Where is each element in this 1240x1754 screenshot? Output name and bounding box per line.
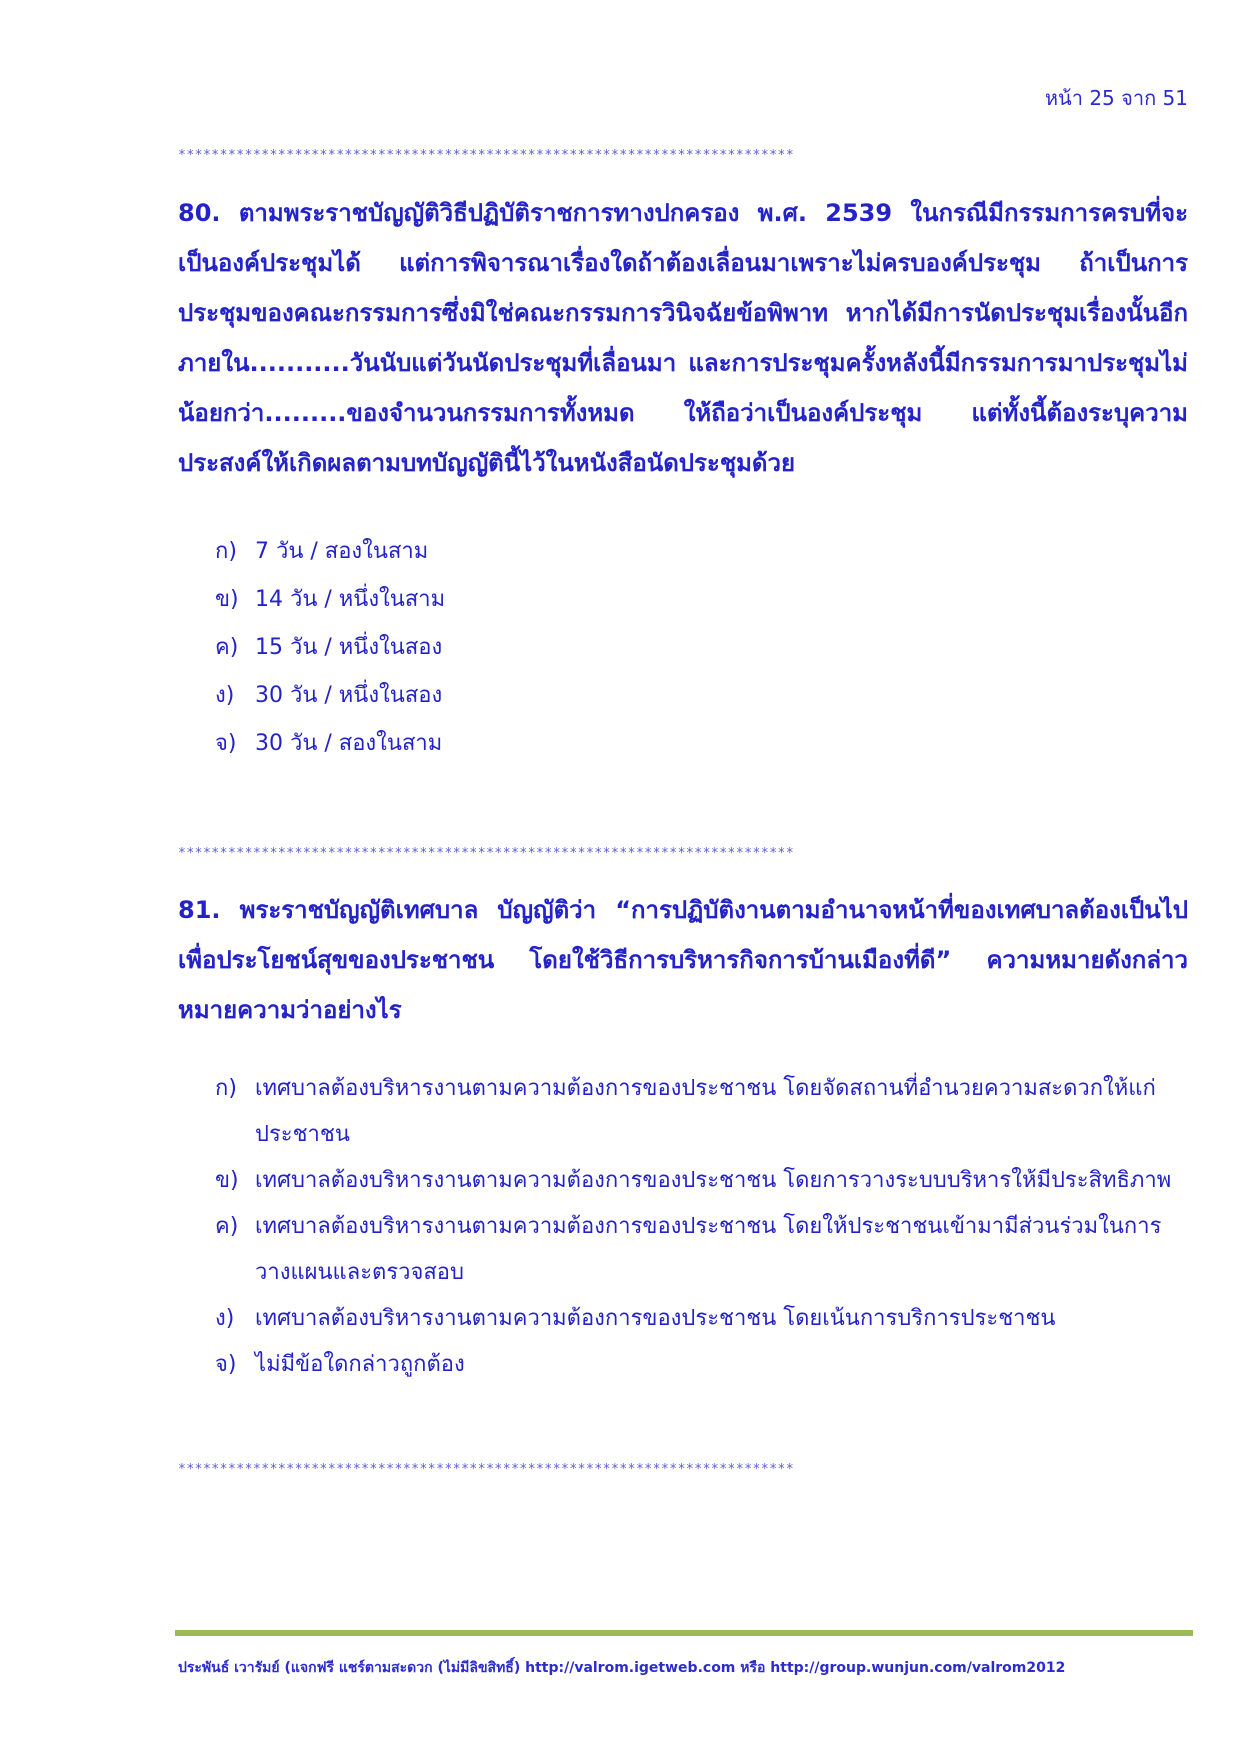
option-letter: ข) bbox=[215, 587, 239, 612]
footer-text: ประพันธ์ เวารัมย์ (แจกฟรี แชร์ตามสะดวก (ไม่มีลิขสิทธิ์) http://valrom.igetweb.com หรือ http://group.wunjun.com/valrom2012 bbox=[178, 1660, 1066, 1676]
question-81-option-c bbox=[215, 1204, 1185, 1296]
question-81-option-d bbox=[215, 1296, 1185, 1342]
separator-middle: ************************************************************************** bbox=[178, 846, 795, 861]
option-text: 30 วัน / สองในสาม bbox=[255, 731, 443, 756]
option-text: เทศบาลต้องบริหารงานตามความต้องการของประชาชน โดยให้ประชาชนเข้ามามีส่วนร่วมในการวางแผนและตรวจสอบ bbox=[255, 1214, 1162, 1285]
question-80-option-a bbox=[215, 528, 1185, 576]
question-80-option-e bbox=[215, 720, 1185, 768]
option-letter: ข) bbox=[215, 1168, 239, 1193]
option-text: 15 วัน / หนึ่งในสอง bbox=[255, 635, 443, 660]
question-81-option-e bbox=[215, 1342, 1185, 1388]
footer-rule bbox=[175, 1630, 1193, 1636]
option-letter: จ) bbox=[215, 731, 237, 756]
question-81-option-b bbox=[215, 1158, 1185, 1204]
option-text: เทศบาลต้องบริหารงานตามความต้องการของประชาชน โดยการวางระบบบริหารให้มีประสิทธิภาพ bbox=[255, 1168, 1172, 1193]
option-text: 7 วัน / สองในสาม bbox=[255, 539, 429, 564]
option-text: 30 วัน / หนึ่งในสอง bbox=[255, 683, 443, 708]
question-81-text: 81. พระราชบัญญัติเทศบาล บัญญัติว่า “การปฏิบัติงานตามอำนาจหน้าที่ของเทศบาลต้องเป็นไปเพื่อประโยชน์สุขของประชาชน โดยใช้วิธีการบริหารกิจการบ้านเมืองที่ดี” ความหมายดังกล่าวหมายความว่าอย่างไร bbox=[178, 896, 1188, 1024]
question-80-option-d bbox=[215, 672, 1185, 720]
option-letter: ค) bbox=[215, 635, 239, 660]
option-text: 14 วัน / หนึ่งในสาม bbox=[255, 587, 446, 612]
question-80-text: 80. ตามพระราชบัญญัติวิธีปฏิบัติราชการทางปกครอง พ.ศ. 2539 ในกรณีมีกรรมการครบที่จะเป็นองค์ประชุมได้ แต่การพิจารณาเรื่องใดถ้าต้องเลื่อนมาเพราะไม่ครบองค์ประชุม ถ้าเป็นการประชุมของคณะกรรมการซึ่งมิใช่คณะกรรมการวินิจฉัยข้อพิพาท หากได้มีการนัดประชุมเรื่องนั้นอีกภายใน...........วันนับแต่วันนัดประชุมที่เลื่อนมา และการประชุมครั้งหลังนี้มีกรรมการมาประชุมไม่น้อยกว่า.........ของจำนวนกรรมการทั้งหมด ให้ถือว่าเป็นองค์ประชุม แต่ทั้งนี้ต้องระบุความประสงค์ให้เกิดผลตามบทบัญญัตินี้ไว้ในหนังสือนัดประชุมด้วย bbox=[178, 199, 1188, 477]
option-letter: จ) bbox=[215, 1352, 237, 1377]
question-80-option-c bbox=[215, 624, 1185, 672]
question-80-options bbox=[215, 528, 1185, 768]
option-text: เทศบาลต้องบริหารงานตามความต้องการของประชาชน โดยเน้นการบริการประชาชน bbox=[255, 1306, 1056, 1331]
separator-bottom: ************************************************************************** bbox=[178, 1462, 795, 1477]
option-text: ไม่มีข้อใดกล่าวถูกต้อง bbox=[255, 1352, 465, 1377]
option-letter: ค) bbox=[215, 1214, 239, 1239]
option-letter: ง) bbox=[215, 683, 235, 708]
separator-top: ************************************************************************** bbox=[178, 148, 795, 163]
question-80-option-b bbox=[215, 576, 1185, 624]
page-number: หน้า 25 จาก 51 bbox=[1044, 86, 1188, 110]
question-81-option-a bbox=[215, 1066, 1185, 1158]
option-letter: ก) bbox=[215, 1076, 237, 1101]
option-text: เทศบาลต้องบริหารงานตามความต้องการของประชาชน โดยจัดสถานที่อำนวยความสะดวกให้แก่ประชาชน bbox=[255, 1076, 1156, 1147]
option-letter: ง) bbox=[215, 1306, 235, 1331]
option-letter: ก) bbox=[215, 539, 237, 564]
question-81-options bbox=[215, 1066, 1185, 1388]
